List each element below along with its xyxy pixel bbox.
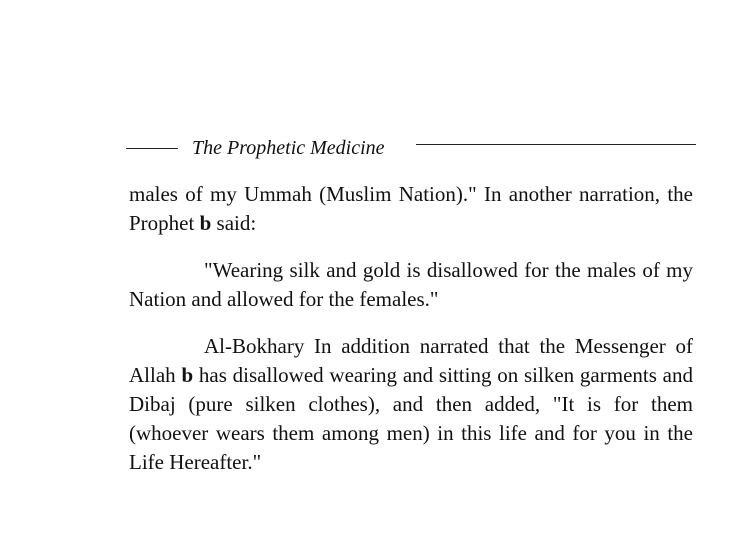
header-rule-right (416, 144, 696, 145)
paragraph-text: said: (211, 211, 257, 235)
paragraph-text: "Wearing silk and gold is disallowed for the males of my Nation and allowed for the females." (129, 258, 693, 311)
running-title: The Prophetic Medicine (192, 137, 385, 159)
running-header (126, 136, 696, 162)
page-body (129, 180, 693, 477)
header-rule-left (126, 148, 178, 149)
paragraph-continuation (129, 180, 693, 238)
honorific-symbol: b (199, 211, 212, 235)
paragraph-text: males of my Ummah (Muslim Nation)." In another narration, the Prophet (129, 182, 693, 235)
paragraph-hadith-quote (129, 256, 693, 314)
paragraph-bokhary-narration (129, 332, 693, 477)
honorific-symbol: b (181, 363, 194, 387)
paragraph-text: Al-Bokhary In addition narrated that the Messenger of Allah (129, 334, 693, 387)
paragraph-text: has disallowed wearing and sitting on silken garments and Dibaj (pure silken clothes), and then added, "It is for them (whoever wears them among men) in this life and for you in the Life Hereafter." (129, 363, 694, 474)
